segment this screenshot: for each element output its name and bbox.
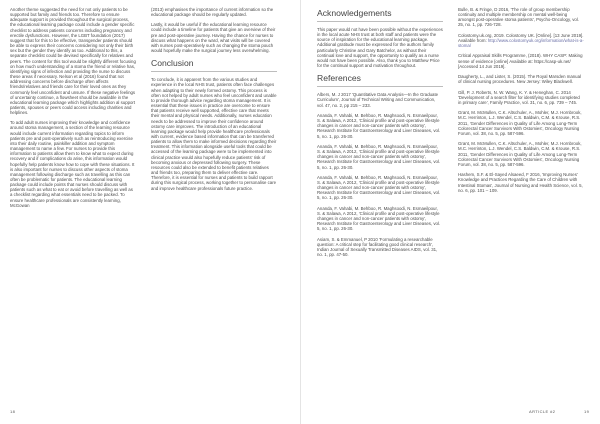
page-number: 19 xyxy=(584,409,590,414)
acknowledgements-paragraph: This paper would not have been possible without the experiences in the local acute NHS trust at both staff and patients were the source of inspiration for the educational learning package. Additional gratitude must be expressed for the authors family particularly Christine and Gary Batchelor, as without their continual love and support, the opportunity to qualify as a nurse would not have been possible. Also, thank you to Matthew Price for the continual support and motivation throughout. xyxy=(317,27,443,69)
body-paragraph: Lastly, it would be useful if the educational learning resource could include a timeline for patients that give an overview of their pre and post-operative journey. Having the chance for nurses to discuss what happens on the ward, what visits will be covered with nurses post-operatively such as changing the stoma pouch would hopefully make the surgical journey less overwhelming. xyxy=(151,22,276,54)
reference-entry: Bulle, B. & Fringe, D 2016, 'The role of group membership continuity and multiple membership on mental well-being amongst post-operative stoma patients', Psycho-Oncology, vol. 25, no. 1, pp. 726-728. xyxy=(458,7,579,28)
reference-entry: Grant, M. McMullen, C.K. Altschuler, A., Mohler, M.J. Hornbrook, M.C. Herrinton, L.J. Wendel, C.S. Baldwin, C.M. & Krouse, R.S. 2011, 'Gender Differences in Quality of Life Among Long-Term Colorectal Cancer Survivors With Ostomies', Oncology Nursing Forum, vol. 38, no. 5, pp. 587-596. xyxy=(458,110,582,136)
right-column-1 xyxy=(317,7,443,263)
reference-entry: Grant, M. McMullen, C.K. Altschuler, A., Mohler, M.J. Hornbrook, M.C. Herrinton, L.J. Wendel, C.S. Baldwin, C.M. & Krouse, R.S. 2011, 'Gender Differences in Quality of Life Among Long-Term Colorectal Cancer Survivors With Ostomies', Oncology Nursing Forum, vol. 38, no. 5, pp. 587-596. xyxy=(458,141,582,167)
reference-entry: Albers, M. J 2017 'Quantitative Data Analysis—In the Graduate Curriculum', Journal of Technical Writing and Communication, vol. 47, no. 2, pp 215 – 233. xyxy=(317,92,439,108)
reference-entry: Ananda, F. Vahabi, M. Behboo, R. Maghsoodi, N. Esmaeilpour, S. & Salawa, A 2012, 'Clinical profile and post-operative lifestyle changes in cancer and non-cancer patients with ostomy', Research Institute for Gastroenterology and Liver Diseases, vol. 5, no. 1, pp. 26-30. xyxy=(317,112,441,139)
left-column-2 xyxy=(151,7,277,196)
references-heading: References xyxy=(317,73,443,87)
conclusion-heading: Conclusion xyxy=(151,58,277,72)
reference-entry: Hashem, S.F. & El-Sayed Alsaeed, F 2016, 'Improving Nurses' Knowledge and Practices Regarding the Care of Children with Intestinal Stomas', Journal of Nursing and Health Science, vol. 5, no. 6, pp. 101 – 109. xyxy=(458,172,583,193)
conclusion-paragraph: To conclude, it is apparent from the various studies and experience in the local NHS trust, patients often face challenges when adapting to their newly formed ostomy. This process is often not helped by adult nurses who feel unconfident and unable to provide thorough advice regarding stoma management. It is essential that these issues in practice are overcome to ensure that patients receive well supported, effective care that meets their mental and physical needs. Additionally, nurses education needs to be addressed to improve their confidence around ostomy care improves. The introduction of an educational learning package would help provide healthcare professionals with current, evidence based information that can be transferred patients to allow them to make informed decisions regarding their treatment. This information alongside useful tools that could be accessed of the learning package were to be implemented into clinical practice would also hopefully reduce patients' risk of becoming anxious or depressed following surgery. These resources could also be extended to benefit patients relatives and friends too, preparing them to deliver effective care. Therefore, it is essential for nurses and patients to build rapport during this surgical process, working together to personalise care and improve healthcare professionals future practice. xyxy=(151,77,277,191)
reference-entry: Gill, P. J. Roberts, N. W. Wang, K. Y. & Heneghan, C. 2014 'Development of a search filter for identifying studies completed in primary care', Family Practice, vol. 31, no. 6, pp. 739 – 745. xyxy=(458,89,580,105)
right-page xyxy=(300,0,600,424)
reference-entry: Ananda, F. Vahabi, M. Behboo, R. Maghsoodi, N. Esmaeilpour, S. & Salawa, A 2012, 'Clinical profile and post-operative lifestyle changes in cancer and non-cancer patients with ostomy', Research Institute for Gastroenterology and Liver Diseases, vol. 5, no. 1, pp. 26-30. xyxy=(317,143,441,170)
reference-entry: Ananda, F. Vahabi, M. Behboo, R. Maghsoodi, N. Esmaeilpour, S. & Salawa, A 2012, 'Clinical profile and post-operative lifestyle changes in cancer and non-cancer patients with ostomy', Research Institute for Gastroenterology and Liver Diseases, vol. 5, no. 1, pp. 26-30. xyxy=(317,205,441,232)
reference-entry: Daugherty, L., and Lister, S. (2015). The Royal Marsden manual of clinical nursing procedures. New Jersey: Wiley Blackwell. xyxy=(458,74,581,85)
article-label: ARTICLE #2 xyxy=(529,409,556,414)
body-paragraph: (2013) emphasises the importance of current information so the educational package should be regularly updated. xyxy=(151,7,274,18)
reference-entry: Asiam, S. & Emmanuel, P 2010 'Formulating a researchable question: A critical step for facilitating good clinical research', Indian Journal of Sexually Transmitted Diseases AIDS, vol. 31, no. 1, pp. 47-50. xyxy=(317,236,438,258)
body-paragraph: To add adult nurses improving their knowledge and confidence around stoma management, a section of the learning resource would include current information regarding topics to inform patients pre and post-operatively such as reintroducing exercise into their daily routine, painkiller addition and symptom management to name a few. For nurses to provide this information to patients allow them to know what to expect during recovery and if complications do arise, this information would hopefully help patients know how to cope with these situations. It is also important for nurses to discuss other aspects of stoma management following discharge such as travelling as this can often be problematic for patients. The educational learning package could include points that nurses should discuss with patients such as what to eat or avoid before travelling as well as a checklist regarding what essentials need to be packed. To ensure healthcare professionals are consistently learning, McGowan xyxy=(10,120,135,208)
page-number: 18 xyxy=(10,409,16,414)
acknowledgements-heading: Acknowledgements xyxy=(317,8,443,22)
reference-link[interactable]: http://www.colostomyuk.org/information/what-is-a-stoma/ xyxy=(458,37,584,49)
reference-entry-with-link xyxy=(458,33,584,48)
reference-text: Colostomy.uk.org, 2019. Colostomy UK. [Online]. [13 June 2019]. Available from: xyxy=(458,32,584,43)
reference-entry: Ananda, F. Vahabi, M. Behboo, R. Maghsoodi, N. Esmaeilpour, S. & Salawa, A 2012, 'Clinical profile and post-operative lifestyle changes in cancer and non-cancer patients with ostomy', Research Institute for Gastroenterology and Liver Diseases, vol. 5, no. 1, pp. 26-30. xyxy=(317,174,441,201)
body-paragraph: Another theme suggested the need for not only patients to be supported but family and friends too. Therefore to ensure adequate support is provided throughout the surgical process, the educational learning package could include a gender specific checklist to address patients concerns including pregnancy and erectile dysfunctions. However, the LGBT foundation (2017) suggest that for this to be effective, transgender patients should be able to express their concerns considering not only their birth sex but the gender they identify as too. Additional to this, a separate checklist could be devised specifically for relatives and peers. The content for this tool would be slightly different focusing on how much understanding of a stoma the friend or relative has, identifying signs of infection and providing the nurse to discuss these areas if necessary. Nelson et al (2016) found that not addressing concerns before discharge often affects friends/relatives and friends care for their loved ones as they commonly feel unconfident and unsure. If these negative feelings of uncertainty continue, a flowsheet should be available in the educational learning package which highlights addition al support patients, spouses or peers could access including charities and helplines. xyxy=(10,7,136,116)
reference-entry: Critical Appraisal Skills Programme, (2018). WHY CASP: Making sense of evidence [online] Available at: https://casp-uk.net/ [Accessed 14 Jun 2019]. xyxy=(458,53,583,69)
left-column-1 xyxy=(10,7,136,213)
right-column-2 xyxy=(458,7,584,198)
